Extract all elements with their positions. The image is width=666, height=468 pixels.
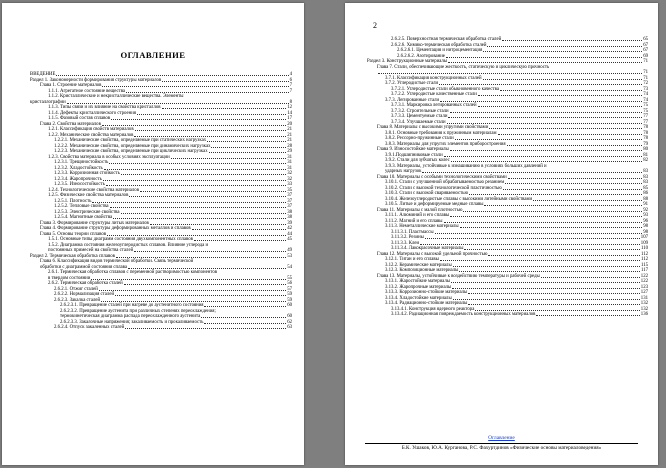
toc-entry-title: Раздел 2. Термическая обработка сплавов	[30, 253, 115, 259]
toc-entry-title: 3.11.1. Алюминий и его сплавы	[385, 213, 450, 218]
toc-dot-leader	[102, 125, 286, 126]
toc-dot-leader	[150, 224, 286, 225]
toc-dot-leader	[498, 134, 643, 135]
toc-entry-page: 32	[287, 171, 292, 176]
toc-entry-title: обработки с диаграммой состояния сплава	[40, 264, 127, 270]
toc-entry-title: 3.11.3.4. Лакокрасочные материалы	[391, 246, 464, 251]
toc-entry-page: 67	[643, 42, 648, 48]
toc-entry-page: 79	[643, 141, 648, 147]
toc-entry-page: 59	[287, 297, 292, 303]
toc-entry-title: ВВЕДЕНИЕ	[30, 72, 56, 77]
toc-entry-title: 1.1.2. Кристаллические и некристаллические вещества. Элементы	[48, 94, 184, 99]
toc-entry-title: 2.6.2.2. Нормализация сталей	[54, 292, 115, 297]
toc-entry-page: 77	[643, 114, 648, 119]
toc-dot-leader	[121, 213, 287, 214]
toc-dot-leader	[489, 128, 642, 129]
toc-dot-leader	[124, 284, 286, 285]
toc-entry-title: 3.13.4. Хладостойкие материалы	[385, 295, 452, 301]
toc-dot-leader	[425, 238, 640, 239]
toc-entry-title: 3.10.5. Литые и деформируемые медные сплавы	[385, 202, 484, 207]
toc-entry-page: 83	[643, 180, 648, 185]
toc-entry-title: Глава 9. Износостойкие материалы	[377, 147, 449, 152]
toc-dot-leader	[452, 288, 640, 289]
toc-dot-leader	[102, 86, 288, 87]
toc-entry-title: 1.1.4. Дефекты кристаллического строения	[48, 110, 136, 116]
toc-entry-title: 3.8.3. Материалы для упругих элементов приборостроения	[385, 141, 506, 147]
toc-entry-title: 3.7.1. Классификация конструкционных сталей	[385, 75, 482, 81]
toc-entry-title: 3.7.3.4. Улучшаемые стали	[391, 119, 446, 125]
toc-entry-title: 2.6.2.3.3. Закалочные напряжения; закаливаемость и прокаливаемость	[60, 319, 204, 325]
toc-entry-title: 2.6.2.1. Отжиг сталей	[54, 286, 98, 292]
toc-entry-page: 65	[643, 37, 648, 42]
toc-dot-leader	[478, 95, 642, 96]
toc-entry-page: 74	[643, 97, 648, 103]
toc-dot-leader	[464, 249, 640, 250]
toc-dot-leader	[207, 141, 286, 142]
toc-dot-leader	[500, 90, 642, 91]
toc-entry-title: 3.13.2. Жаропрочные материалы	[385, 284, 452, 290]
toc-entry-page: 132	[640, 306, 648, 312]
footer-citation: Б.К. Ушаков, Ю.А. Курганова, Р.С. Фахуртдинов «Физические основы материаловедения»	[401, 445, 602, 451]
toc-dot-leader	[439, 84, 642, 85]
toc-entry-page: 55	[287, 275, 292, 281]
toc-entry[interactable]	[345, 312, 658, 318]
toc-dot-leader	[192, 229, 287, 230]
toc-dot-leader	[453, 299, 640, 300]
toc-dot-leader	[422, 172, 642, 173]
toc-entry-page: 60	[287, 303, 292, 308]
toc-dot-leader	[505, 183, 642, 184]
toc-dot-leader	[455, 139, 643, 140]
toc-entry-page: 109	[640, 240, 648, 246]
toc-entry-title: 1.2.2.2. Механические свойства, определяемые при динамических нагрузках	[54, 143, 211, 149]
toc-entry-title: 3.8.1. Основные требования к пружинным материалам	[385, 130, 497, 136]
toc-entry-title: Глава 6. Классификация видов термической обработки. Связь термической	[40, 259, 194, 264]
toc-entry-page: 98	[643, 229, 648, 235]
toc-dot-leader	[448, 117, 642, 118]
toc-dot-leader	[460, 227, 643, 228]
toc-entry-page: 12	[287, 105, 292, 110]
toc-entry-title: Глава 11. Материалы с малой плотностью	[377, 207, 463, 213]
toc-entry-page: 112	[640, 257, 648, 262]
toc-dot-leader	[507, 145, 643, 146]
toc-dot-leader	[483, 79, 643, 80]
toc-entry-page: 82	[643, 158, 648, 163]
toc-entry-page: 45	[287, 237, 292, 242]
toc-heading: ОГЛАВЛЕНИЕ	[120, 50, 186, 60]
toc-dot-leader	[92, 202, 286, 203]
toc-entry-page: 131	[640, 295, 648, 301]
toc-dot-leader	[468, 293, 640, 294]
toc-entry-page: 107	[640, 235, 648, 240]
toc-entry-page: 35	[287, 187, 292, 193]
toc-dot-leader	[194, 240, 286, 241]
toc-entry-page: 21	[287, 132, 292, 138]
toc-entry-title: 3.7.3. Легированные стали	[385, 97, 440, 103]
toc-entry-title: 3.7.2.1. Углеродистые стали обыкновенного качества	[391, 86, 499, 92]
toc-dot-leader	[126, 92, 289, 93]
toc-entry-page: 33	[287, 182, 292, 187]
toc-entry-page: 63	[287, 325, 292, 330]
toc-entry-page: 17	[287, 116, 292, 121]
toc-entry-title: 3.7.2.2. Углеродистые качественные стали	[391, 92, 477, 97]
toc-entry-title: Глава 3. Формирование структуры литых материалов	[40, 220, 149, 226]
toc-entry-page: 78	[643, 136, 648, 141]
toc-entry-title: 1.2.5.4. Магнитные свойства	[54, 215, 113, 220]
toc-entry-title: 1.2.3. Свойства материала в особых условиях эксплуатации	[48, 154, 170, 160]
toc-dot-leader	[451, 282, 640, 283]
toc-entry-page: 32	[287, 176, 292, 182]
toc-dot-leader	[463, 211, 642, 212]
toc-entry-page: 39	[287, 220, 292, 226]
toc-entry-title: 1.1.1. Агрегатное состояние вещества	[48, 88, 126, 94]
toc-entry-title: Глава 5. Основы теории сплавов	[40, 231, 106, 237]
toc-entry-title: 2.6.2. Термическая обработка сталей	[48, 281, 123, 286]
toc-entry-page: 57	[287, 286, 292, 292]
toc-dot-leader	[447, 123, 643, 124]
toc-entry-title: 1.2.3.3. Коррозионная стойкость	[54, 171, 120, 176]
toc-entry-page: 83	[643, 169, 648, 174]
toc-entry-title: 1.1.5. Фазовый состав сплавов	[48, 116, 111, 121]
toc-dot-leader	[478, 106, 643, 107]
toc-entry-title: 3.12.2. Керамические материалы	[385, 262, 452, 268]
toc-entry-page: 31	[287, 165, 292, 171]
toc-entry-page: 127	[640, 290, 648, 295]
toc-dot-leader	[99, 290, 286, 291]
toc-entry-title: 3.7.3.3. Цементуемые стали	[391, 114, 448, 119]
toc-entry-title: в твердом состоянии	[48, 275, 91, 281]
toc-dot-leader	[435, 233, 643, 234]
toc-dot-leader	[129, 196, 286, 197]
toc-entry-page: 37	[287, 198, 292, 204]
toc-entry-title: 3.9.1.Подшипниковые стали	[385, 152, 443, 158]
toc-entry-page: 74	[643, 92, 648, 97]
toc-dot-leader	[444, 156, 643, 157]
toc-entry-title: 3.8.2. Рессорно-пружинные стали	[385, 136, 454, 141]
toc-entry-page: 31	[287, 154, 292, 160]
toc-entry-title: 3.10.3. Стали с высокой свариваемостью	[385, 191, 469, 196]
toc-entry-page: 20	[287, 121, 292, 127]
footer-divider	[365, 443, 638, 444]
toc-dot-leader	[502, 40, 642, 41]
toc-entry-page: 71	[643, 75, 648, 81]
toc-dot-leader	[488, 255, 640, 256]
toc-entry-title: 3.12.3. Композиционные материалы	[385, 268, 459, 273]
toc-dot-leader	[468, 304, 639, 305]
toc-entry[interactable]	[2, 325, 304, 331]
toc-dot-leader	[484, 205, 642, 206]
toc-entry-title: 2.6.2.3.2. Превращение аустенита при различных степенях переохлаждения;	[60, 308, 216, 314]
toc-dot-leader	[125, 328, 286, 329]
toc-dot-leader	[446, 57, 642, 58]
toc-dot-leader	[211, 147, 286, 148]
toc-dot-leader	[459, 271, 640, 272]
toc-dot-leader	[137, 114, 286, 115]
toc-entry-title: 1.2.5. Физические свойства материалов	[48, 193, 129, 198]
toc-entry-title: 3.11.3. Неметаллические материалы	[385, 224, 459, 229]
toc-dot-leader	[140, 191, 286, 192]
toc-dot-leader	[533, 200, 642, 201]
toc-entry-page: 37	[287, 193, 292, 198]
toc-dot-leader	[135, 130, 287, 131]
toc-dot-leader	[487, 46, 642, 47]
toc-list-right	[345, 37, 658, 318]
toc-dot-leader	[450, 216, 642, 217]
toc-entry-title: 3.9.3. Материалы, устойчивые к изнашиванию в условиях больших давлений и	[385, 163, 547, 169]
toc-entry-page: 93	[643, 213, 648, 218]
toc-dot-leader	[483, 51, 642, 52]
toc-entry-page: 53	[287, 253, 292, 259]
document-page-left	[2, 3, 304, 465]
toc-entry-title: 3.11.2. Магний и его сплавы	[385, 218, 443, 224]
toc-dot-leader	[116, 257, 286, 258]
toc-entry-title: 2.6.2.6.2. Азотирование	[397, 53, 445, 59]
toc-dot-leader	[453, 266, 640, 267]
toc-entry-page: 60	[287, 314, 292, 319]
toc-entry-title: 3.10.4. Железоуглеродистые сплавы с высокими литейными свойствами	[385, 196, 533, 202]
toc-entry-page: 122	[640, 279, 648, 284]
toc-entry-page: 31	[287, 160, 292, 165]
toc-entry-title: термокинетическая диаграмма распада переохлажденного аустенита	[60, 314, 201, 319]
toc-entry-title: 3.13.3. Коррозионно-стойкие материалы	[385, 290, 468, 295]
toc-entry-page: 88	[643, 196, 648, 202]
toc-entry-title: 1.2.2. Механические свойства материалов	[48, 132, 134, 138]
toc-entry-page: 29	[287, 149, 292, 154]
toc-dot-leader	[378, 73, 642, 74]
document-page-right	[345, 3, 658, 465]
toc-entry-title: 2.6.1. Термическая обработка сплавов с переменной растворимостью компонентов	[48, 270, 217, 275]
toc-entry-title: Глава 13. Материалы, устойчивые к воздействию температуры и рабочей среды	[377, 273, 540, 279]
toc-entry-title: 3.13.1. Жаростойкие материалы	[385, 279, 450, 284]
toc-entry-page: 59	[287, 292, 292, 297]
toc-entry-page: 8	[289, 99, 292, 105]
toc-entry-title: 2.6.2.6. Химико-термическая обработка сталей	[391, 42, 487, 48]
toc-entry-title: Глава 10. Материалы с особыми технологическими свойствами	[377, 174, 507, 180]
toc-entry-page: 7	[289, 88, 292, 94]
toc-dot-leader	[450, 112, 643, 113]
toc-entry-page: 67	[643, 48, 648, 53]
toc-entry-page: 136	[640, 312, 648, 317]
toc-entry-page: 77	[643, 119, 648, 125]
toc-dot-leader	[541, 277, 640, 278]
toc-entry-page: 81	[643, 152, 648, 158]
toc-dot-leader	[106, 185, 286, 186]
toc-dot-leader	[209, 152, 287, 153]
toc-entry-page: 28	[287, 143, 292, 149]
toc-entry-page: 110	[640, 246, 648, 251]
toc-dot-leader	[67, 103, 289, 104]
toc-entry-title: 3.11.3.3. Клеи	[391, 240, 420, 246]
toc-dot-leader	[448, 62, 642, 63]
toc-dot-leader	[113, 218, 286, 219]
toc-entry-title: Раздел 3. Конструкционные материалы	[367, 59, 448, 64]
toc-entry-page: 38	[287, 209, 292, 215]
toc-dot-leader	[469, 194, 642, 195]
toc-dot-leader	[420, 244, 640, 245]
toc-dot-leader	[201, 317, 286, 318]
toc-list-left	[2, 72, 304, 331]
toc-entry-page: 92	[643, 207, 648, 213]
toc-entry-page: 83	[643, 174, 648, 180]
toc-entry-page: 112	[640, 251, 648, 257]
toc-entry-page: 91	[643, 202, 648, 207]
toc-dot-leader	[204, 306, 286, 307]
toc-entry-title: 1.2.5.3. Электрические свойства	[54, 209, 120, 215]
toc-dot-leader	[451, 161, 642, 162]
toc-dot-leader	[128, 268, 286, 269]
toc-entry-page: 38	[287, 215, 292, 220]
toc-dot-leader	[503, 189, 642, 190]
toc-entry-title: 1.1.3. Типы связи и их влияние на свойства кристаллов	[48, 105, 161, 110]
toc-entry-title: 1.2.3.1. Трещиностойкость	[54, 160, 109, 165]
toc-entry-title: 3.13.4. Радиационно-стойкие материалы	[385, 301, 468, 306]
toc-dot-leader	[162, 108, 287, 109]
toc-entry-title: 1.2.3.4. Жаропрочность	[54, 176, 102, 182]
toc-entry-title: 3.11.3.2. Резины	[391, 235, 424, 240]
toc-entry-page: 78	[643, 130, 648, 136]
toc-entry-page: 115	[640, 262, 648, 268]
toc-entry-page: 56	[287, 281, 292, 286]
toc-entry-page: 75	[643, 103, 648, 108]
toc-dot-leader	[111, 119, 286, 120]
toc-dot-leader	[536, 315, 639, 316]
toc-entry-page: 37	[287, 204, 292, 209]
toc-entry-title: 3.13.4.2. Радиационная повреждаемость конструкционных материалов	[391, 312, 536, 317]
toc-entry-title: 3.10.1. Стали с улучшенной обрабатываемостью резанием	[385, 180, 505, 185]
toc-entry-page: 6	[289, 77, 292, 83]
toc-entry-title: 1.5.2. Диаграмма состояния железоуглеродистых сплавов. Влияние углерода и	[48, 242, 209, 248]
toc-entry-page: 44	[287, 231, 292, 237]
toc-entry-title: 3.11.3.1. Пластмассы	[391, 229, 434, 235]
toc-entry-title: Раздел 1. Закономерности формирования структуры материалов	[30, 77, 162, 83]
toc-entry-title: 2.6.2.3. Закалка сталей	[54, 297, 101, 303]
toc-entry-page: 98	[643, 224, 648, 229]
toc-dot-leader	[162, 81, 288, 82]
toc-entry-title: 2.6.2.3.1. Превращение сталей при нагреве до аустенитного состояния	[60, 303, 204, 308]
toc-dot-leader	[110, 207, 287, 208]
toc-back-link[interactable]: Оглавление	[488, 435, 515, 441]
page-number: 2	[373, 21, 377, 30]
toc-entry-title: 3.7.3.1. Маркировка легированных сталей	[391, 103, 477, 108]
toc-entry-title: 3.9.2. Стали для зубчатых колес	[385, 158, 450, 163]
toc-dot-leader	[56, 75, 288, 76]
toc-entry-page: 71	[643, 59, 648, 64]
toc-entry-page: 132	[640, 301, 648, 306]
toc-entry-page: 122	[640, 273, 648, 279]
toc-dot-leader	[440, 260, 640, 261]
toc-dot-leader	[440, 101, 642, 102]
toc-dot-leader	[109, 163, 286, 164]
toc-entry-title: 1.2.4. Технологические свойства материалов	[48, 187, 139, 193]
toc-entry-title: 3.12.1. Титан и его сплавы	[385, 257, 439, 262]
toc-entry-page: 78	[643, 125, 648, 130]
toc-entry-page: 7	[289, 83, 292, 88]
toc-entry-title: 1.2.3.2. Хладостойкость	[54, 165, 103, 171]
toc-entry-title: 1.2.5.2. Тепловые свойства	[54, 204, 109, 209]
toc-entry-page: 72	[643, 81, 648, 86]
toc-dot-leader	[475, 310, 639, 311]
toc-entry-title: постоянных примесей на свойства сталей	[48, 248, 134, 253]
toc-entry-page: 21	[287, 138, 292, 143]
toc-entry-title: 3.13.4.1. Конструкция ядерного реактора	[391, 306, 475, 312]
toc-entry-title: кристаллографии	[30, 99, 66, 105]
toc-entry-page: 86	[643, 191, 648, 196]
toc-entry-title: 3.10.2. Стали с высокой технологической пластичностью	[385, 185, 502, 191]
toc-entry-title: 2.6.2.5. Поверхностная термическая обработка сталей	[391, 37, 502, 42]
toc-dot-leader	[134, 136, 286, 137]
toc-entry-page: 49	[287, 248, 292, 253]
toc-dot-leader	[134, 251, 286, 252]
toc-dot-leader	[107, 235, 286, 236]
toc-dot-leader	[121, 174, 286, 175]
toc-entry-page: 73	[643, 86, 648, 92]
toc-entry-page: 85	[643, 185, 648, 191]
toc-entry-title: Глава 12. Материалы с высокой удельной прочностью	[377, 251, 488, 257]
toc-entry-title: 1.2.1. Классификация свойств материалов	[48, 127, 134, 132]
toc-entry-title: Глава 7. Стали, обеспечивающие жесткость, статическую и циклическую прочность	[377, 64, 550, 70]
toc-entry-title: 2.6.2.6.1. Цементация и нитроцементация	[397, 48, 483, 53]
toc-entry-title: ударных нагрузок	[385, 169, 422, 174]
toc-entry-title: Глава 2. Свойства материалов	[40, 121, 101, 127]
toc-dot-leader	[91, 279, 286, 280]
toc-entry-page: 69	[643, 53, 648, 59]
toc-entry-page: 75	[643, 108, 648, 114]
toc-entry-title: Глава 8. Материалы с высокими упругими свойствами	[377, 125, 489, 130]
toc-dot-leader	[101, 301, 286, 302]
toc-dot-leader	[115, 295, 286, 296]
toc-entry-title: 3.7.3.2. Строительные стали	[391, 108, 449, 114]
toc-dot-leader	[444, 222, 643, 223]
toc-entry-page: 96	[643, 218, 648, 224]
toc-dot-leader	[204, 323, 286, 324]
toc-entry-page: 117	[640, 268, 648, 273]
toc-entry-title: 1.5.1. Основные типы диаграмм состояния двухкомпонентных сплавов	[48, 237, 193, 242]
toc-dot-leader	[508, 178, 642, 179]
toc-entry-title: 1.2.2.1. Механические свойства, определяемые при статических нагрузках	[54, 138, 207, 143]
toc-entry-title: 1.2.3.5. Износостойкость	[54, 182, 105, 187]
toc-entry-page: 71	[643, 70, 648, 75]
toc-dot-leader	[104, 169, 287, 170]
toc-entry-title: 2.6.2.4. Отпуск закаленных сталей	[54, 325, 125, 330]
toc-entry-page: 14	[287, 110, 292, 116]
toc-entry-page: 21	[287, 127, 292, 132]
toc-entry-title: 1.2.2.3. Механические свойства, определяемые при циклических нагрузках	[54, 149, 208, 154]
toc-entry-title: Глава 1. Строение материалов	[40, 83, 102, 88]
toc-entry-title: Глава 4. Формирование структуры деформированных металлов и сплавов	[40, 226, 191, 231]
toc-entry-page: 80	[643, 147, 648, 152]
toc-dot-leader	[450, 150, 643, 151]
toc-entry-title: 1.2.5.1. Плотность	[54, 198, 92, 204]
toc-entry-page: 54	[287, 264, 292, 270]
toc-entry-page: 123	[640, 284, 648, 290]
toc-entry-title: 3.7.2. Углеродистые стали	[385, 81, 439, 86]
toc-entry-page: 42	[287, 226, 292, 231]
toc-entry-page: 4	[289, 72, 292, 77]
toc-dot-leader	[103, 180, 286, 181]
toc-entry-page: 62	[287, 319, 292, 325]
toc-dot-leader	[171, 158, 287, 159]
